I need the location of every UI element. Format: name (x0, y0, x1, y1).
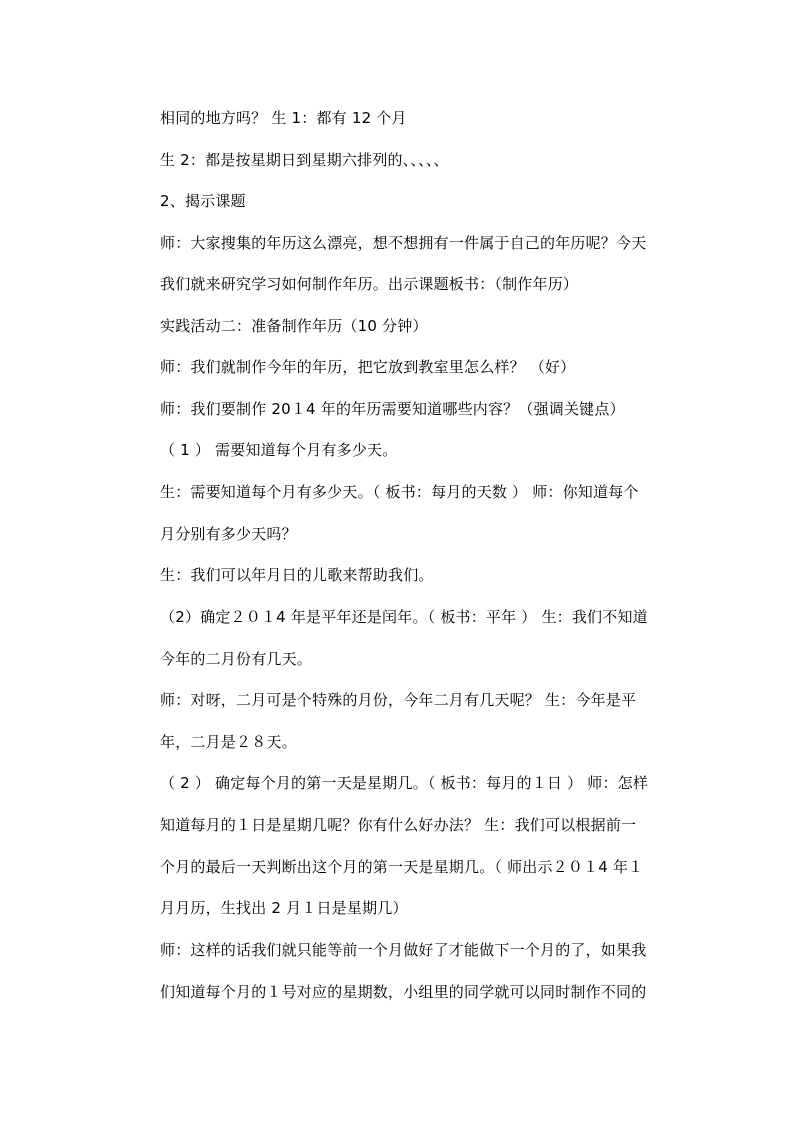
text-line: 相同的地方吗？ 生 1：都有 12 个月 (160, 109, 407, 127)
text-line: 师：对呀，二月可是个特殊的月份，今年二月有几天呢？ 生：今年是平 (160, 691, 637, 709)
text-line: 师：我们要制作 20１4 年的年历需要知道哪些内容？（强调关键点） (160, 400, 625, 418)
text-line: 月月历，生找出 2 月１日是星期几） (160, 899, 408, 917)
text-line: 师：这样的话我们就只能等前一个月做好了才能做下一个月的了，如果我 (160, 941, 647, 959)
text-line: 生 2：都是按星期日到星期六排列的、、、、、 (160, 151, 449, 169)
text-line: 师：我们就制作今年的年历，把它放到教室里怎么样？ （好） (160, 358, 576, 376)
text-line: 年，二月是２８天。 (160, 733, 297, 751)
text-line: 月分别有多少天吗？ (160, 525, 297, 543)
text-line: 2、揭示课题 (160, 192, 246, 210)
text-line: （2）确定２０１4 年是平年还是闰年。（ 板书：平年 ） 生：我们不知道 (160, 608, 648, 626)
text-line: 生：需要知道每个月有多少天。（ 板书：每月的天数 ） 师：你知道每个 (160, 483, 639, 501)
text-line: 生：我们可以年月日的儿歌来帮助我们。 (160, 566, 434, 584)
text-line: 今年的二月份有几天。 (160, 650, 313, 668)
text-line: 师：大家搜集的年历这么漂亮，想不想拥有一件属于自己的年历呢？今天 (160, 234, 647, 252)
text-line: （ 2 ） 确定每个月的第一天是星期几。（ 板书：每月的１日 ） 师：怎样 (160, 774, 649, 792)
text-line: 们知道每个月的１号对应的星期数，小组里的同学就可以同时制作不同的 (160, 983, 647, 1001)
text-line: 个月的最后一天判断出这个月的第一天是星期几。（ 师出示２０１4 年１ (160, 858, 644, 876)
text-line: 我们就来研究学习如何制作年历。出示课题板书：（制作年历） (160, 275, 579, 293)
text-line: （ 1 ） 需要知道每个月有多少天。 (160, 441, 398, 459)
text-line: 知道每月的１日是星期几呢？你有什么好办法？ 生：我们可以根据前一 (160, 816, 637, 834)
text-line: 实践活动二：准备制作年历（10 分钟） (160, 317, 428, 335)
